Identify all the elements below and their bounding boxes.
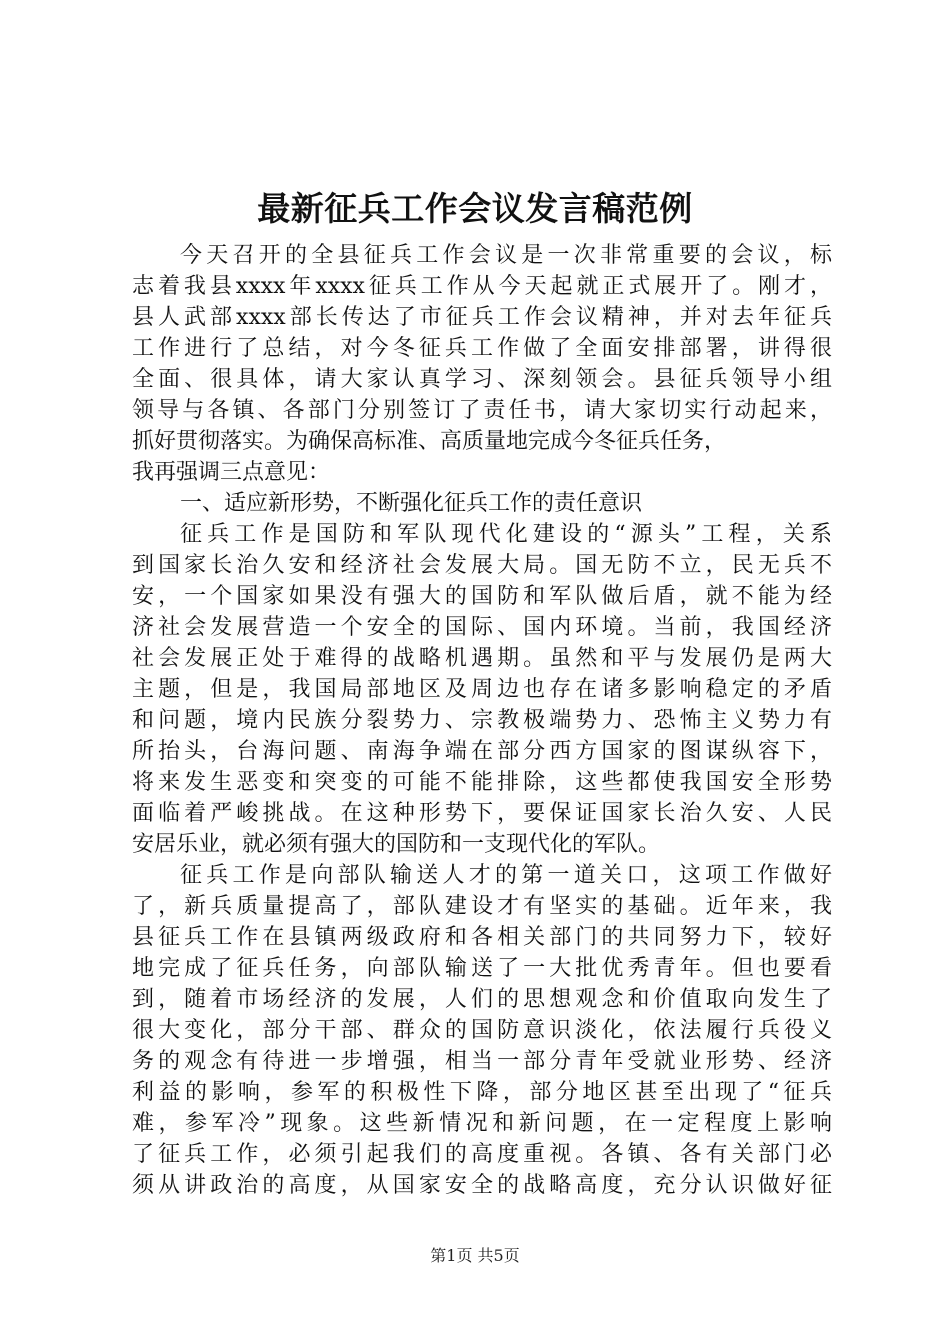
- body-line: 济社会发展营造一个安全的国际、国内环境。当前，我国经济: [132, 615, 832, 640]
- body-line: 和问题，境内民族分裂势力、宗教极端势力、恐怖主义势力有: [132, 708, 832, 733]
- body-line: 了征兵工作，必须引起我们的高度重视。各镇、各有关部门必: [132, 1142, 832, 1167]
- body-line: 安居乐业，就必须有强大的国防和一支现代化的军队。: [132, 832, 661, 857]
- body-line: 工作进行了总结，对今冬征兵工作做了全面安排部署，讲得很: [132, 336, 832, 361]
- body-line: 今天召开的全县征兵工作会议是一次非常重要的会议，标: [180, 243, 832, 268]
- body-line: 了，新兵质量提高了，部队建设才有坚实的基础。近年来，我: [132, 894, 832, 919]
- body-line: 安，一个国家如果没有强大的国防和军队做后盾，就不能为经: [132, 584, 832, 609]
- body-line: 地完成了征兵任务，向部队输送了一大批优秀青年。但也要看: [132, 956, 832, 981]
- body-line: 志着我县xxxx年xxxx征兵工作从今天起就正式展开了。刚才，: [132, 274, 832, 299]
- page-footer: 第1页 共5页: [430, 1246, 520, 1265]
- document-title: 最新征兵工作会议发言稿范例: [257, 189, 693, 228]
- body-line: 县人武部xxxx部长传达了市征兵工作会议精神，并对去年征兵: [132, 305, 832, 330]
- body-line: 主题，但是，我国局部地区及周边也存在诸多影响稳定的矛盾: [132, 677, 832, 702]
- body-line: 所抬头，台海问题、南海争端在部分西方国家的图谋纵容下，: [132, 739, 832, 764]
- body-line: 全面、很具体，请大家认真学习、深刻领会。县征兵领导小组: [132, 367, 832, 392]
- body-line: 难，参军冷”现象。这些新情况和新问题，在一定程度上影响: [132, 1111, 832, 1136]
- document-body: [132, 240, 832, 1201]
- body-line: 到，随着市场经济的发展，人们的思想观念和价值取向发生了: [132, 987, 832, 1012]
- body-line: 一、适应新形势，不断强化征兵工作的责任意识: [180, 491, 643, 516]
- body-line: 面临着严峻挑战。在这种形势下，要保证国家长治久安、人民: [132, 801, 832, 826]
- body-line: 利益的影响，参军的积极性下降，部分地区甚至出现了“征兵: [132, 1080, 832, 1105]
- body-line: 到国家长治久安和经济社会发展大局。国无防不立，民无兵不: [132, 553, 832, 578]
- body-line: 社会发展正处于难得的战略机遇期。虽然和平与发展仍是两大: [132, 646, 832, 671]
- body-line: 抓好贯彻落实。为确保高标准、高质量地完成今冬征兵任务，: [132, 429, 727, 454]
- body-line: 征兵工作是向部队输送人才的第一道关口，这项工作做好: [180, 863, 832, 888]
- body-line: 很大变化，部分干部、群众的国防意识淡化，依法履行兵役义: [132, 1018, 832, 1043]
- body-line: 须从讲政治的高度，从国家安全的战略高度，充分认识做好征: [132, 1173, 832, 1198]
- body-line: 我再强调三点意见：: [132, 460, 331, 485]
- body-line: 务的观念有待进一步增强，相当一部分青年受就业形势、经济: [132, 1049, 832, 1074]
- body-line: 县征兵工作在县镇两级政府和各相关部门的共同努力下，较好: [132, 925, 832, 950]
- body-line: 征兵工作是国防和军队现代化建设的“源头”工程，关系: [180, 522, 832, 547]
- body-line: 将来发生恶变和突变的可能不能排除，这些都使我国安全形势: [132, 770, 832, 795]
- body-line: 领导与各镇、各部门分别签订了责任书，请大家切实行动起来，: [132, 398, 832, 423]
